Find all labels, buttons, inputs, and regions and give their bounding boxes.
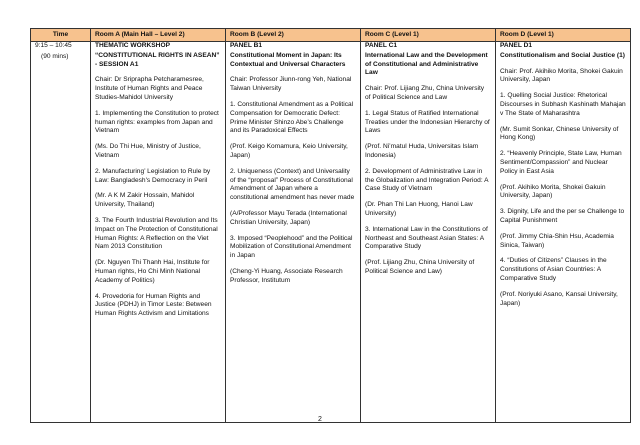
paper-presenter: (Dr. Phan Thi Lan Huong, Hanoi Law University) <box>365 201 473 217</box>
header-room-d: Room D (Level 1) <box>496 29 631 42</box>
paper-title: 1. Legal Status of Ratified International Treaties under the Indonesian Hierarchy of Laws <box>365 109 490 135</box>
session-heading: PANEL D1 <box>500 42 532 49</box>
paper-presenter: (A/Professor Mayu Terada (International Christian University, Japan) <box>230 209 347 226</box>
header-room-c: Room C (Level 1) <box>361 29 496 42</box>
paper-title: 2. Development of Administrative Law in the Globalization and Integration Period: A Case Study of Vietnam <box>365 167 489 193</box>
paper-presenter: (Prof. Lijiang Zhu, China University of Political Science and Law) <box>365 259 475 275</box>
time-range: 9:15 – 10:45 <box>35 42 72 49</box>
paper-title: 1. Implementing the Constitution to protect human rights: examples from Japan and Vietnam <box>95 109 219 135</box>
session-title: International Law and the Development of Constitutional and Administrative Law <box>365 51 488 77</box>
header-time: Time <box>31 29 91 42</box>
session-heading: PANEL B1 <box>230 42 262 49</box>
session-chair: Chair: Prof. Lijiang Zhu, China University of Political Science and Law <box>365 85 485 101</box>
paper-title: 3. Dignity, Life and the per se Challenge to Capital Punishment <box>500 208 625 224</box>
paper-presenter: (Prof. Jimmy Chia-Shin Hsu, Academia Sinica, Taiwan) <box>500 232 614 249</box>
paper-title: 4. Provedoria for Human Rights and Justice (PDHJ) in Timor Leste: Between Human Rights Activism and Limitations <box>95 292 212 318</box>
session-chair: Chair: Dr Sriprapha Petcharamesree, Institute of Human Rights and Peace Studies-Mahidol University <box>95 76 204 101</box>
paper-presenter: (Ms. Do Thi Hue, Ministry of Justice, Vietnam <box>95 143 201 159</box>
paper-presenter: (Dr. Nguyen Thi Thanh Hai, Institute for Human rights, Ho Chi Minh National Academy of Politics) <box>95 259 210 284</box>
session-title: Constitutionalism and Social Justice (1) <box>500 51 625 59</box>
session-title: “CONSTITUTIONAL RIGHTS IN ASEAN” - SESSION A1 <box>95 51 220 68</box>
paper-presenter: (Prof. Ni’matul Huda, Universitas Islam Indonesia) <box>365 143 479 159</box>
session-heading: PANEL C1 <box>365 42 397 49</box>
room-c-cell <box>361 42 496 423</box>
paper-title: 3. International Law in the Constitutions of Northeast and Southeast Asian States: A Comparative Study <box>365 225 488 251</box>
time-cell <box>31 42 91 423</box>
schedule-table <box>30 28 631 423</box>
room-a-cell <box>91 42 226 423</box>
time-duration: (90 mins) <box>41 52 69 60</box>
session-title: Constitutional Moment in Japan: Its Contextual and Universal Characters <box>230 51 346 68</box>
paper-presenter: (Cheng-Yi Huang, Associate Research Professor, Institutum <box>230 267 343 284</box>
paper-title: 2. “Heavenly Principle, State Law, Human Sentiment/Compassion” and Nuclear Policy in East Asia <box>500 150 622 175</box>
session-heading: THEMATIC WORKSHOP <box>95 42 170 49</box>
paper-presenter: (Mr. A K M Zakir Hossain, Mahidol University, Thailand) <box>95 192 195 209</box>
paper-title: 1. Quelling Social Justice: Rhetorical Discourses in Subhash Kashinath Mahajan v The State of Maharashtra <box>500 92 626 117</box>
paper-presenter: (Prof. Akihiko Morita, Shokei Gakuin University, Japan) <box>500 183 606 200</box>
session-row <box>31 42 631 423</box>
paper-title: 1. Constitutional Amendment as a Political Compensation for Democratic Defect: Prime Minister Shinzo Abe’s Challenge and its Paradoxical Effects <box>230 100 354 135</box>
paper-presenter: (Prof. Noriyuki Asano, Kansai University, Japan) <box>500 290 618 307</box>
paper-presenter: (Mr. Sumit Sonkar, Chinese University of Hong Kong) <box>500 125 619 142</box>
header-room-b: Room B (Level 2) <box>226 29 361 42</box>
header-room-a: Room A (Main Hall – Level 2) <box>91 29 226 42</box>
paper-title: 3. Imposed “Peoplehood” and the Political Mobilization of Constitutional Amendment in Japan <box>230 234 353 260</box>
paper-title: 4. “Duties of Citizens” Clauses in the Constitutions of Asian Countries: A Comparative Study <box>500 257 607 282</box>
session-chair: Chair: Prof. Akihiko Morita, Shokei Gakuin University, Japan <box>500 67 623 84</box>
header-row <box>31 29 631 42</box>
room-b-cell <box>226 42 361 423</box>
room-d-cell <box>496 42 631 423</box>
paper-presenter: (Prof. Keigo Komamura, Keio University, Japan) <box>230 143 348 159</box>
session-chair: Chair: Professor Jiunn-rong Yeh, National Taiwan University <box>230 76 352 93</box>
page-number: 2 <box>318 416 322 423</box>
paper-title: 2. Manufacturing’ Legislation to Rule by Law: Bangladesh's Democracy in Peril <box>95 167 211 184</box>
paper-title: 2. Uniqueness (Context) and Universality of the “proposal” Process of Constitutional Amendment of Japan where a constitutional amendment has never made <box>230 167 355 202</box>
paper-title: 3. The Fourth Industrial Revolution and Its Impact on The Protection of Constitutional Human Rights: A Reflection on the Viet Nam 2013 Constitution <box>95 216 218 251</box>
